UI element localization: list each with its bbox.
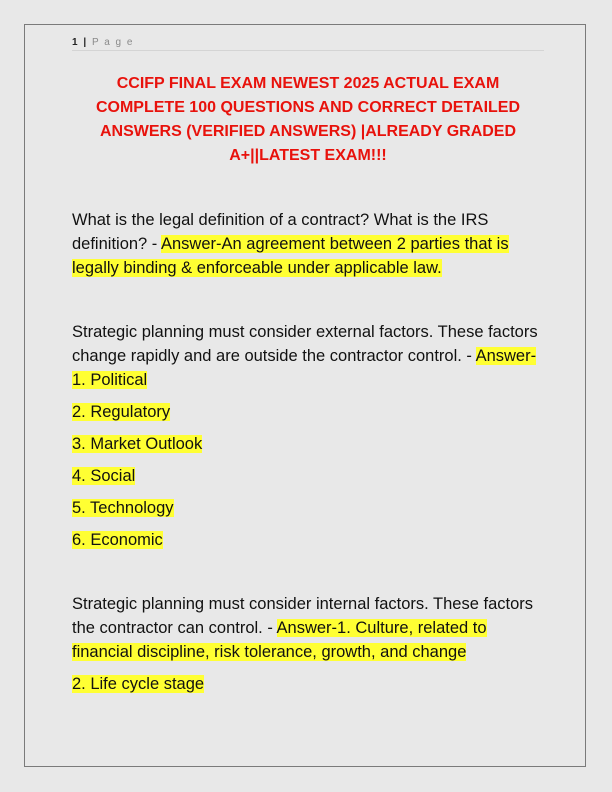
qa-text — [72, 320, 544, 392]
qa-text — [72, 592, 544, 664]
question-text: Strategic planning must consider internal factors. These factors the contractor can control. - — [72, 595, 534, 637]
answer-text: Answer-1. Political — [72, 347, 537, 389]
qa-block-1 — [72, 208, 544, 280]
list-item: 2. Regulatory — [72, 403, 171, 421]
qa-block-3 — [72, 592, 544, 696]
list-item: 4. Social — [72, 467, 136, 485]
header-separator: | — [83, 37, 87, 48]
answer-text: Answer-An agreement between 2 parties that is legally binding & enforceable under applicable law. — [72, 235, 509, 277]
page-label: P a g e — [91, 37, 134, 48]
list-item: 5. Technology — [72, 499, 174, 517]
question-text: What is the legal definition of a contract? What is the IRS definition? - — [72, 211, 489, 253]
document-page — [24, 24, 586, 767]
page-header — [72, 37, 544, 51]
question-text: Strategic planning must consider external factors. These factors change rapidly and are outside the contractor control. - — [72, 323, 538, 365]
list-item: 2. Life cycle stage — [72, 675, 205, 693]
page-number: 1 — [72, 37, 79, 48]
qa-block-2 — [72, 320, 544, 552]
list-item: 6. Economic — [72, 531, 163, 549]
list-item: 3. Market Outlook — [72, 435, 203, 453]
document-title: CCIFP FINAL EXAM NEWEST 2025 ACTUAL EXAM COMPLETE 100 QUESTIONS AND CORRECT DETAILED ANSWERS (VERIFIED ANSWERS) |ALREADY GRADED A+||LATEST EXAM!!! — [95, 75, 521, 164]
answer-text: Answer-1. Culture, related to financial discipline, risk tolerance, growth, and change — [72, 619, 487, 661]
qa-text — [72, 208, 544, 280]
